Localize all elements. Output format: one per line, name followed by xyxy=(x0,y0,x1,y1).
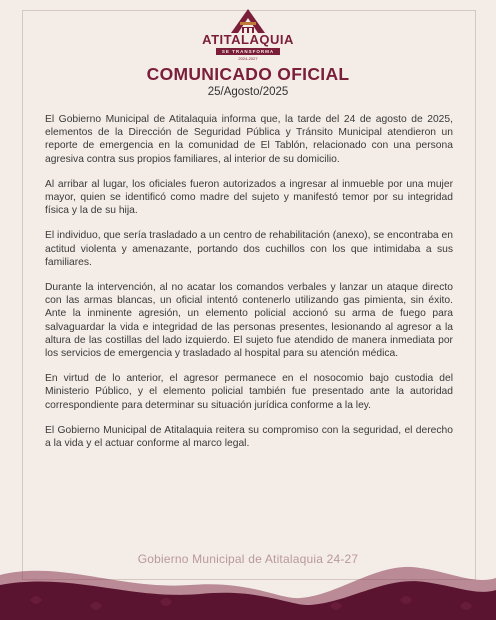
logo-tagline: SE TRANSFORMA xyxy=(216,48,280,55)
document-title: COMUNICADO OFICIAL xyxy=(146,64,350,84)
logo-name: ATITALAQUIA xyxy=(202,32,294,47)
document-body xyxy=(45,113,453,462)
municipal-logo xyxy=(0,8,496,70)
paragraph: En virtud de lo anterior, el agresor permanece en el nosocomio bajo custodia del Ministerio Público, y el elemento policial también fue presentado ante la autoridad correspondiente para determinar su situación jurídica conforme a la ley. xyxy=(45,373,453,411)
paragraph: El Gobierno Municipal de Atitalaquia reitera su compromiso con la seguridad, el derecho a la vida y el actuar conforme al marco legal. xyxy=(45,424,453,450)
logo-years: 2024-2027 xyxy=(238,56,258,61)
paragraph: El Gobierno Municipal de Atitalaquia informa que, la tarde del 24 de agosto de 2025, elementos de la Dirección de Seguridad Pública y Tránsito Municipal atendieron un reporte de emergencia en la comunidad de El Tablón, relacionado con una persona agresiva contra sus propios familiares, al interior de su domicilio. xyxy=(45,114,453,165)
logo-emblem-icon xyxy=(228,8,268,34)
paragraph: Al arribar al lugar, los oficiales fueron autorizados a ingresar al inmueble por una mujer mayor, quien se identificó como madre del sujeto y manifestó temor por su integridad física y la de su hija. xyxy=(45,178,453,217)
paragraph: El individuo, que sería trasladado a un centro de rehabilitación (anexo), se encontraba en actitud violenta y amenazante, portando dos cuchillos con los que intimidaba a sus familiares. xyxy=(45,230,453,268)
footer-text: Gobierno Municipal de Atitalaquia 24-27 xyxy=(137,552,359,566)
paragraph: Durante la intervención, al no acatar los comandos verbales y lanzar un ataque directo con las armas blancas, un oficial intentó contenerlo utilizando gas pimienta, sin éxito. Ante la inminente agresión, un elemento policial accionó su arma de fuego para salvaguardar la vida e integridad de las personas presentes, lesionando al agresor a la altura de las costillas del lado izquierdo. El sujeto fue atendido de manera inmediata por los servicios de emergencia y trasladado al hospital para su atención médica. xyxy=(45,282,453,360)
document-date: 25/Agosto/2025 xyxy=(207,86,289,98)
